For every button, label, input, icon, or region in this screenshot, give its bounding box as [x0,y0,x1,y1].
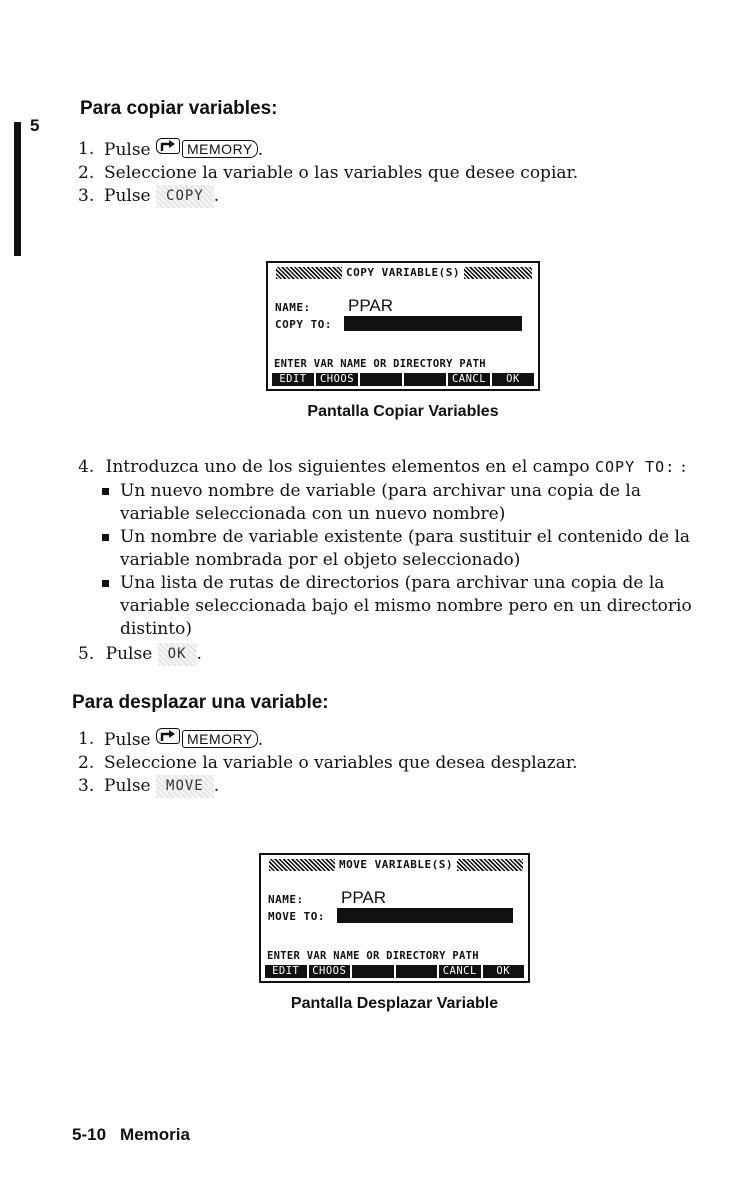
copy-variables-screen [266,261,540,391]
menu-key-ok: OK [492,373,534,386]
copy-softkey: COPY [156,185,214,208]
step-5: 5. Pulse OK . [78,644,202,664]
screen-title: COPY VARIABLE(S) [346,266,460,279]
copy-steps-list [78,138,578,208]
section-heading-copy: Para copiar variables: [80,98,278,119]
menu-key-blank [352,965,394,978]
list-item: 2. Seleccione la variable o las variables que desee copiar. [78,163,579,183]
menu-key-blank [360,373,402,386]
screen-title: MOVE VARIABLE(S) [339,858,453,871]
figure-caption-move: Pantalla Desplazar Variable [290,995,499,1012]
list-item: 3. Pulse COPY . [78,186,220,206]
chapter-number: 5 [30,116,40,135]
chapter-title: Memoria [120,1125,190,1144]
menu-key-edit: EDIT [265,965,307,978]
title-hatch-right [464,267,532,279]
screen-prompt: ENTER VAR NAME OR DIRECTORY PATH [274,358,486,370]
menu-key-edit: EDIT [272,373,314,386]
menu-key-ok: OK [483,965,525,978]
move-to-field [337,908,513,923]
screen-menu [265,965,524,978]
memory-key: MEMORY [182,730,258,748]
menu-key-choos: CHOOS [309,965,351,978]
section-heading-move: Para desplazar una variable: [72,692,329,713]
menu-key-blank [396,965,438,978]
name-value: PPAR [348,296,394,315]
title-hatch-left [269,859,335,871]
name-label: NAME: [268,893,304,906]
move-to-label: MOVE TO: [268,910,325,923]
right-shift-arrow-icon [156,138,180,154]
menu-key-cancl: CANCL [448,373,490,386]
list-item: 1. Pulse MEMORY . [78,729,264,750]
right-shift-arrow-icon [156,728,180,744]
name-label: NAME: [275,301,311,314]
list-item: 2. Seleccione la variable o variables que desea desplazar. [78,753,578,773]
figure-caption-copy: Pantalla Copiar Variables [307,403,499,420]
screen-title-bar [270,265,536,281]
screen-menu [272,373,534,386]
list-item: Un nuevo nombre de variable (para archivar una copia de la variable seleccionada con un nuevo nombre) [100,480,692,526]
title-hatch-right [457,859,523,871]
list-item: Una lista de rutas de directorios (para archivar una copia de la variable seleccionada bajo el mismo nombre pero en un directorio distinto) [100,572,692,641]
menu-key-blank [404,373,446,386]
memory-key: MEMORY [182,140,258,158]
screen-title-bar [263,857,526,873]
move-softkey: MOVE [156,775,214,798]
step-4: 4. Introduzca uno de los siguientes elementos en el campo COPY TO: : [78,457,687,477]
title-hatch-left [276,267,342,279]
step4-bullets [100,480,692,641]
page-number: 5-10 [72,1125,107,1144]
menu-key-choos: CHOOS [316,373,358,386]
ok-softkey: OK [158,643,197,666]
menu-key-cancl: CANCL [439,965,481,978]
page-footer [72,1125,190,1145]
move-steps-list [78,728,578,798]
copy-to-field [344,316,522,331]
list-item: 1. Pulse MEMORY . [78,139,264,160]
list-item: 3. Pulse MOVE . [78,776,220,796]
move-variables-screen [259,853,530,983]
copy-to-field-ref: COPY TO: [594,458,676,476]
copy-to-label: COPY TO: [275,318,332,331]
name-value: PPAR [341,888,387,907]
chapter-tab-bar [14,122,21,256]
screen-prompt: ENTER VAR NAME OR DIRECTORY PATH [267,950,479,962]
list-item: Un nombre de variable existente (para sustituir el contenido de la variable nombrada por el objeto seleccionado) [100,526,692,572]
